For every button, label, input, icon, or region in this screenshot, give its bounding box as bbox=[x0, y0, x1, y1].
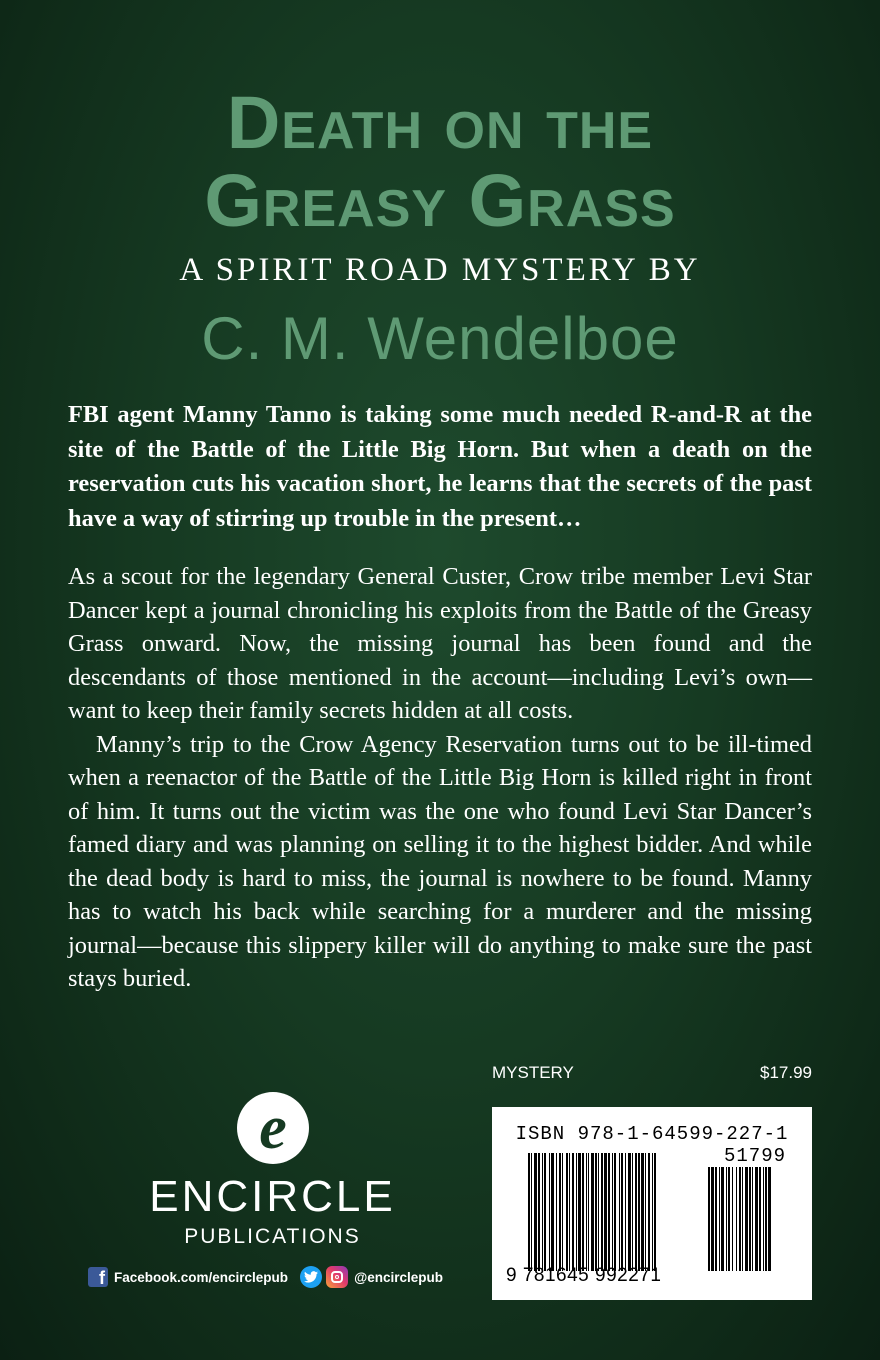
twitter-icon bbox=[300, 1266, 322, 1288]
social-handle: @encirclepub bbox=[354, 1269, 443, 1285]
publisher-logo-letter: e bbox=[259, 1094, 287, 1162]
price-code: 51799 bbox=[723, 1145, 786, 1167]
book-title-line-1: Death on the bbox=[226, 81, 654, 164]
genre-label: MYSTERY bbox=[492, 1063, 574, 1082]
isbn-barcode bbox=[492, 1107, 812, 1300]
social-links bbox=[88, 1266, 443, 1288]
price-label: $17.99 bbox=[760, 1063, 812, 1082]
synopsis-paragraph-1: As a scout for the legendary General Custer, Crow tribe member Levi Star Dancer kept a journal chronicling his exploits from the Battle of the Greasy Grass onward. Now, the missing journal has been found and the descendants of those mentioned in the account—including Levi’s own—want to keep their family secrets hidden at all costs. bbox=[68, 563, 812, 724]
isbn-text: ISBN 978-1-64599-227-1 bbox=[515, 1123, 789, 1145]
instagram-icon bbox=[326, 1266, 348, 1288]
synopsis-paragraph-2: Manny’s trip to the Crow Agency Reservation turns out to be ill-timed when a reenactor of the Battle of the Little Big Horn is killed right in front of him. It turns out the victim was the one who found Levi Star Dancer’s famed diary and was planning on selling it to the highest bidder. And while the dead body is hard to miss, the journal is nowhere to be found. Manny has to watch his back while searching for a murderer and the missing journal—because this slippery killer will do anything to make sure the past stays buried. bbox=[68, 730, 812, 992]
barcode-bars-main bbox=[528, 1153, 694, 1271]
publisher-subtitle: PUBLICATIONS bbox=[184, 1225, 361, 1248]
synopsis bbox=[68, 560, 812, 996]
barcode-bar bbox=[768, 1167, 771, 1271]
barcode-bars-addon bbox=[708, 1167, 802, 1271]
author-name: C. M. Wendelboe bbox=[201, 305, 679, 372]
publisher-logo-icon bbox=[237, 1092, 309, 1164]
book-title-line-2: Greasy Grass bbox=[204, 159, 676, 242]
blurb-teaser: FBI agent Manny Tanno is taking some much needed R-and-R at the site of the Battle of the Little Big Horn. But when a death on the reservation cuts his vacation short, he learns that the secrets of the past have a way of stirring up trouble in the present… bbox=[68, 401, 812, 532]
barcode-bar bbox=[656, 1153, 659, 1271]
barcode-digits: 9 781645 992271 bbox=[506, 1265, 662, 1286]
facebook-icon bbox=[88, 1267, 108, 1287]
series-byline: A SPIRIT ROAD MYSTERY BY bbox=[179, 252, 701, 288]
facebook-url: Facebook.com/encirclepub bbox=[114, 1269, 289, 1285]
publisher-name: ENCIRCLE bbox=[149, 1172, 396, 1221]
